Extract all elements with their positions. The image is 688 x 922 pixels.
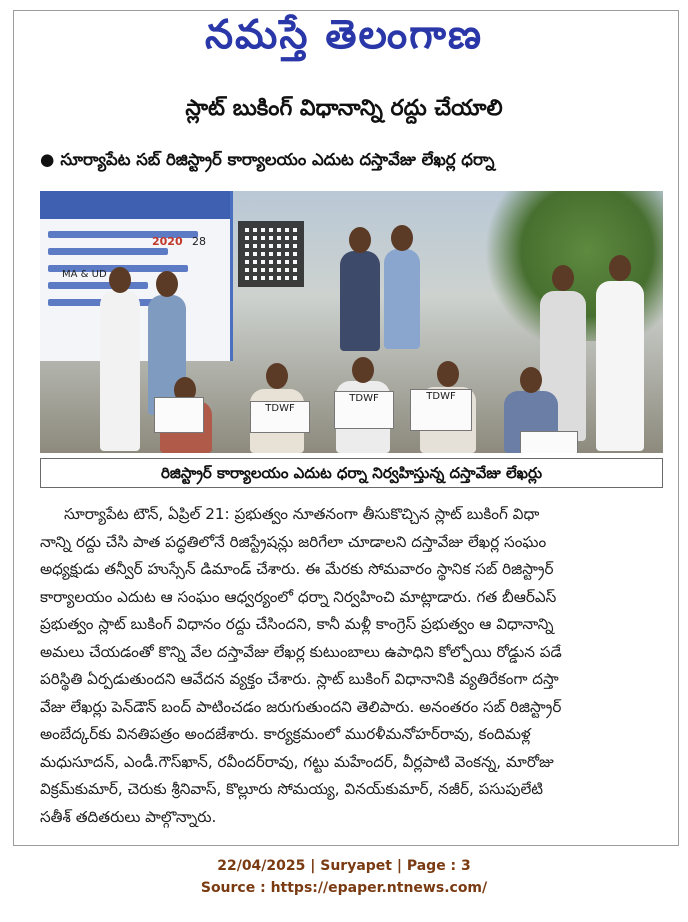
body-line: కార్యాలయం ఎదుట ఆ సంఘం ఆధ్వర్యంలో ధర్నా నిర్వహించి మాట్లాడారు. గత బీఆర్ఎస్ [40, 587, 557, 606]
banner-number: 28 [192, 235, 206, 248]
subhead-text: సూర్యాపేట సబ్ రిజిస్ట్రార్ కార్యాలయం ఎదుట దస్తావేజు లేఖర్ల ధర్నా [60, 150, 495, 169]
body-line: నాన్ని రద్దు చేసి పాత పద్ధతిలోనే రిజిస్ట్రేషన్లు జరిగేలా చూడాలని దస్తావేజు లేఖర్ల సంఘం [40, 532, 547, 551]
protester [100, 291, 140, 451]
news-photo [40, 191, 663, 453]
protester-head [352, 357, 374, 383]
body-line: మధుసూదన్, ఎండీ.గౌస్‌ఖాన్, రవీందర్‌రావు, గట్టు మహేందర్, వీర్లపాటి వెంకన్న, మారోజు [40, 752, 554, 771]
body-line: పరిస్థితి ఏర్పడుతుందని ఆవేదన వ్యక్తం చేశారు. స్లాట్ బుకింగ్ విధానానికి వ్యతిరేకంగా దస్తా [40, 670, 559, 688]
protester-head [609, 255, 631, 281]
protester-head [266, 363, 288, 389]
footer-date-line: 22/04/2025 | Suryapet | Page : 3 [217, 858, 471, 874]
body-line: వేజు లేఖర్లు పెన్‌డౌన్ బంద్ పాటించడం జరుగుతుందని తెలిపారు. అనంతరం సబ్ రిజిస్ట్రార్ [40, 697, 562, 716]
body-line: సూర్యాపేట టౌన్, ఏప్రిల్ 21: ప్రభుత్వం నూతనంగా తీసుకొచ్చిన స్లాట్ బుకింగ్ విధా [64, 505, 540, 523]
body-line: అంబేద్కర్‌కు వినతిపత్రం అందజేశారు. కార్యక్రమంలో మురళీమనోహర్‌రావు, కందిమళ్ల [40, 725, 531, 743]
article-body [40, 501, 664, 831]
body-line: ప్రభుత్వం స్లాట్ బుకింగ్ విధానం రద్దు చేసిందని, కానీ మళ్లీ కాంగ్రెస్ ప్రభుత్వం ఆ విధానాన్ని [40, 615, 554, 633]
footer-source-link[interactable]: Source : https://epaper.ntnews.com/ [200, 880, 488, 896]
protester [340, 251, 380, 351]
banner-year: 2020 [152, 235, 183, 248]
protester [596, 281, 644, 451]
placard [154, 397, 204, 433]
placard [520, 431, 578, 453]
article-subhead [40, 150, 660, 173]
placard: TDWF [334, 391, 394, 429]
protesters-group [100, 261, 620, 453]
body-line: విక్రమ్‌కుమార్, చెరుకు శ్రీనివాస్, కొల్లూరు సోమయ్య, వినయ్‌కుమార్, నజీర్, పసుపులేటి [40, 780, 543, 798]
banner-band [40, 191, 230, 219]
protester-head [391, 225, 413, 251]
protester-head [552, 265, 574, 291]
placard: TDWF [250, 401, 310, 433]
body-line: అధ్యక్షుడు తన్వీర్ హుస్సేన్ డిమాండ్ చేశారు. ఈ మేరకు సోమవారం స్థానిక సబ్ రిజిస్ట్రార్ [40, 560, 554, 578]
protester-head [520, 367, 542, 393]
protester [384, 249, 420, 349]
banner-dept: MA & UD [62, 269, 107, 280]
body-line: అమలు చేయడంతో కొన్ని వేల దస్తావేజు లేఖర్ల కుటుంబాలు ఉపాధిని కోల్పోయి రోడ్డున పడే [40, 642, 562, 661]
protester-head [437, 361, 459, 387]
article-headline: స్లాట్ బుకింగ్ విధానాన్ని రద్దు చేయాలి [185, 96, 503, 121]
bullet-icon: ● [40, 150, 55, 169]
newspaper-masthead: నమస్తే తెలంగాణ [204, 12, 484, 58]
protester-head [349, 227, 371, 253]
placard: TDWF [410, 389, 472, 431]
protester-head [109, 267, 131, 293]
protester-head [156, 271, 178, 297]
body-line: సతీశ్ తదితరులు పాల్గొన్నారు. [40, 807, 217, 826]
photo-caption: రిజిస్ట్రార్ కార్యాలయం ఎదుట ధర్నా నిర్వహిస్తున్న దస్తావేజు లేఖర్లు [40, 458, 663, 488]
